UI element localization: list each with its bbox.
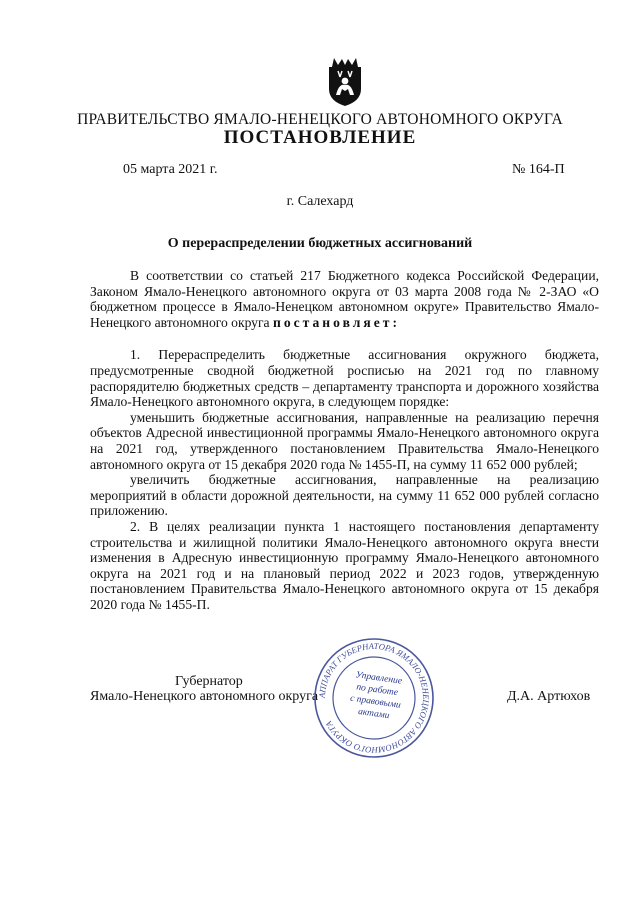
signatory-region: Ямало-Ненецкого автономного округа	[90, 689, 319, 704]
signatory-name: Д.А. Артюхов	[507, 689, 591, 704]
official-stamp	[312, 636, 436, 760]
stamp-line: по работе	[355, 682, 399, 699]
stamp-line: с правовыми	[349, 693, 402, 711]
stamp-line: Управление	[354, 670, 403, 687]
decree-word: постановляет:	[273, 314, 400, 330]
document-subject: О перераспределении бюджетных ассигнований	[167, 236, 473, 251]
clause-paragraph: увеличить бюджетные ассигнования, направленные на реализацию мероприятий в области дорожной деятельности, на сумму 11 652 000 рублей согласно приложению.	[90, 472, 599, 519]
preamble-text: В соответствии со статьей 217 Бюджетного кодекса Российской Федерации, Законом Ямало-Ненецкого автономного округа от 03 марта 2008 года № 2-ЗАО «О бюджетном процессе в Ямало-Ненецком автономном округе» Правительство Ямало-Ненецкого автономного округа	[90, 268, 599, 330]
clause-paragraph: 2. В целях реализации пункта 1 настоящего постановления департаменту строительства и жилищной политики Ямало-Ненецкого автономного округа внести изменения в Адресную инвестиционную программу Ямало-Ненецкого автономного округа на 2021 год и на плановый период 2022 и 2023 годов, утвержденную постановлением Правительства Ямало-Ненецкого автономного округа от 15 декабря 2020 года № 1455-П.	[90, 518, 599, 612]
document-body	[90, 268, 599, 612]
document-city: г. Салехард	[286, 194, 354, 209]
preamble-paragraph	[90, 268, 599, 330]
organization-name: ПРАВИТЕЛЬСТВО ЯМАЛО-НЕНЕЦКОГО АВТОНОМНОГО ОКРУГА	[77, 111, 563, 128]
signatory-title: Губернатор	[175, 674, 243, 689]
document-date: 05 марта 2021 г.	[123, 162, 218, 177]
document-number: № 164-П	[512, 162, 565, 177]
document-type: ПОСТАНОВЛЕНИЕ	[223, 127, 417, 148]
stamp-ring-text: АППАРАТ ГУБЕРНАТОРА ЯМАЛО-НЕНЕЦКОГО АВТОНОМНОГО ОКРУГА	[316, 640, 432, 756]
clause-paragraph: 1. Перераспределить бюджетные ассигнования окружного бюджета, предусмотренные сводной бюджетной росписью на 2021 год по главному распорядителю бюджетных средств – департаменту транспорта и дорожного хозяйства Ямало-Ненецкого автономного округа, в следующем порядке:	[90, 347, 599, 410]
coat-of-arms-icon	[325, 55, 365, 107]
stamp-line: актами	[357, 706, 391, 722]
clause-paragraph: уменьшить бюджетные ассигнования, направленные на реализацию перечня объектов Адресной инвестиционной программы Ямало-Ненецкого автономного округа на 2021 год, утвержденного постановлением Правительства Ямало-Ненецкого автономного округа от 15 декабря 2020 года № 1455-П, на сумму 11 652 000 рублей;	[90, 409, 599, 472]
